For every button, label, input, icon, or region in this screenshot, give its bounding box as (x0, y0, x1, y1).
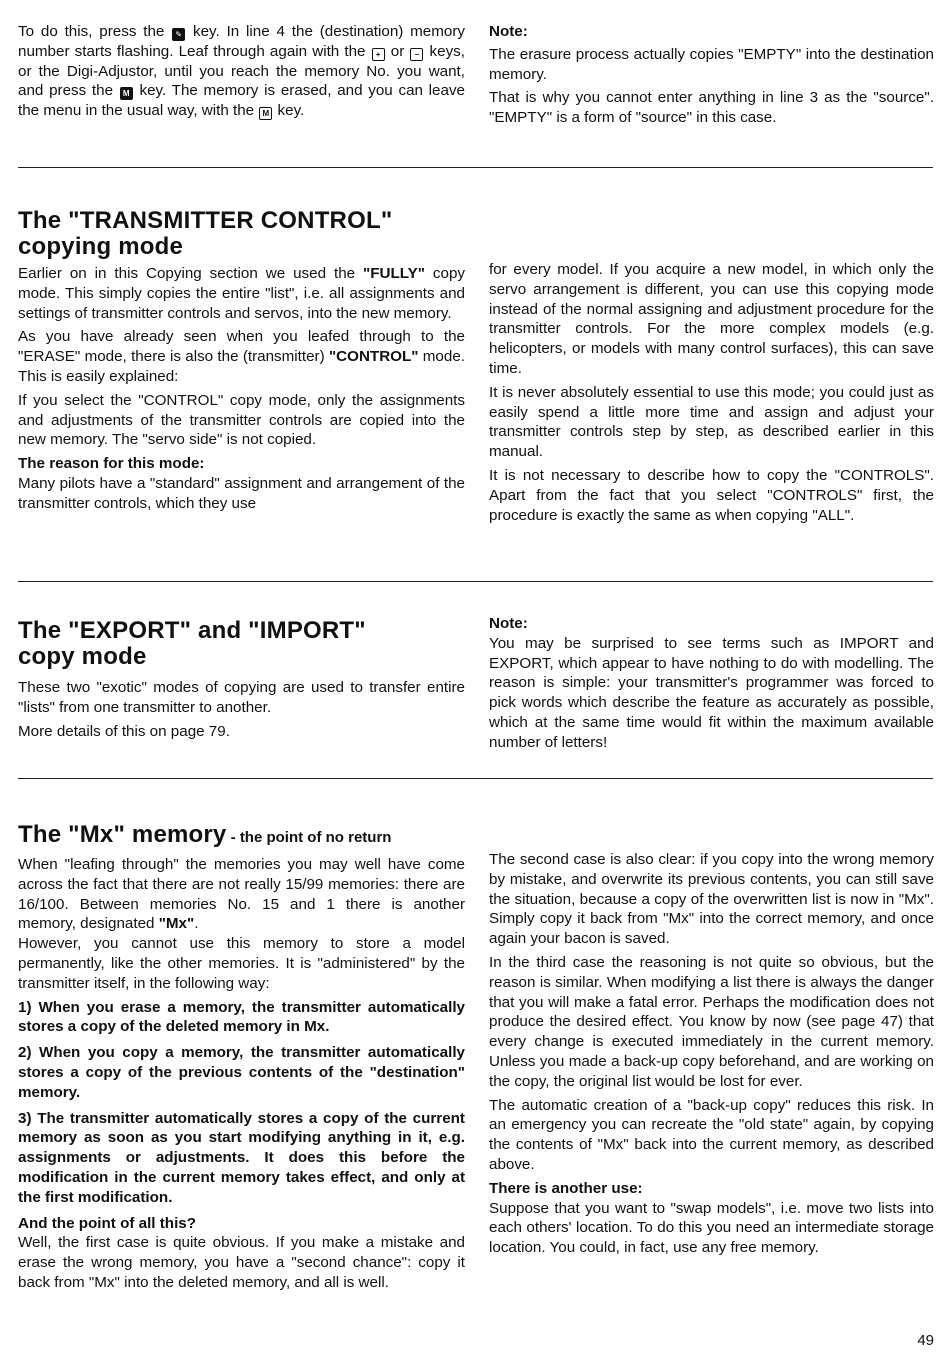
section-divider (18, 778, 933, 779)
paragraph: These two "exotic" modes of copying are used to transfer entire "lists" from one transmitter to another. (18, 679, 465, 716)
paragraph: Suppose that you want to "swap models", i.e. move two lists into each others' location. To do this you need an intermediate storage location. You could, in fact, use any free memory. (489, 1199, 934, 1257)
bold-list-item: 1) When you erase a memory, the transmitter automatically stores a copy of the deleted memory in Mx. (18, 998, 465, 1036)
paragraph: It is not necessary to describe how to copy the "CONTROLS". Apart from the fact that you select "CONTROLS" first, the procedure is exactly the same as when copying "ALL". (489, 466, 934, 524)
text-run: key. In line 4 the (destination) memory number starts flashing. Leaf through again with the (18, 23, 465, 60)
paragraph: It is never absolutely essential to use this mode; you could just as easily spend a little more time and assign and adjust your transmitter controls step by step, as described earlier in this manual. (489, 383, 934, 461)
section-mx-right (489, 850, 934, 1262)
title-line: The "TRANSMITTER CONTROL" (18, 207, 393, 234)
text-run-bold: "CONTROL" (328, 348, 419, 366)
m-key-icon: M (259, 107, 272, 120)
minus-key-icon: − (410, 48, 423, 61)
section-export-left (18, 618, 465, 745)
text-run: or (385, 42, 410, 60)
paragraph: The automatic creation of a "back-up copy" reduces this risk. In an emergency you can recreate the "old state" again, by copying the contents of "Mx" back into the current memory, as described above. (489, 1096, 934, 1173)
paragraph: However, you cannot use this memory to store a model permanently, like the other memories. It is "administered" by the transmitter itself, in the following way: (18, 935, 465, 992)
text-run-bold: "Mx" (158, 915, 195, 933)
section-title (18, 822, 465, 851)
note-heading: Note: (489, 615, 528, 632)
text-run: Earlier on in this Copying section we used the (18, 265, 364, 282)
bold-list-item: 2) When you copy a memory, the transmitter automatically stores a copy of the previous contents of the "destination" memory. (18, 1044, 465, 1101)
plus-key-icon: + (372, 48, 385, 61)
title-sub: - the point of no return (226, 829, 392, 846)
section-control-left (18, 208, 465, 518)
text-run-bold: "FULLY" (363, 265, 425, 282)
paragraph: for every model. If you acquire a new model, in which only the servo arrangement is different, you can use this copying mode instead of the normal assigning and adjustment procedure for the transmitter controls. For the more complex models (e.g. helicopters, or models with many control surfaces), this can save time. (489, 261, 934, 377)
paragraph: If you select the "CONTROL" copy mode, only the assignments and adjustments of the transmitter controls are copied into the new memory. The "servo side" is not copied. (18, 391, 465, 449)
note-paragraph: The erasure process actually copies "EMPTY" into the destination memory. (489, 45, 934, 83)
section-control-right (489, 260, 934, 529)
m-key-icon: M (120, 87, 133, 100)
intro-text (18, 22, 465, 125)
text-run: . (194, 915, 199, 933)
title-line: The "EXPORT" and "IMPORT" (18, 617, 366, 644)
intro-paragraph (18, 22, 465, 121)
section-title (18, 618, 465, 670)
text-run: As you have already seen when you leafed through to the "ERASE" mode, there is also the (transmitter) (18, 328, 465, 366)
text-run: copy mode. This simply copies the entire "list", i.e. all assignments and settings of transmitter controls and servos, into the new memory. (18, 265, 465, 322)
text-run: key. (273, 102, 305, 120)
subheading: And the point of all this? (18, 1214, 197, 1232)
edit-key-icon: ✎ (172, 28, 185, 41)
title-line: copying mode (18, 233, 184, 260)
section-title (18, 208, 465, 260)
title-line: copy mode (18, 643, 147, 670)
subheading: There is another use: (489, 1179, 643, 1197)
title-main: The "Mx" memory (18, 821, 227, 848)
paragraph (18, 855, 465, 934)
note-paragraph: That is why you cannot enter anything in line 3 as the "source". "EMPTY" is a form of "source" in this case. (489, 89, 934, 127)
subheading: The reason for this mode: (18, 455, 205, 473)
paragraph (18, 264, 465, 323)
section-mx-left (18, 822, 465, 1297)
text-run: To do this, press the (18, 23, 172, 40)
section-divider (18, 167, 933, 168)
text-run: keys, or the Digi-Adjustor, until you reach the memory No. you want, and press the (18, 42, 465, 100)
paragraph: Well, the first case is quite obvious. If you make a mistake and erase the wrong memory, you have a "second chance": copy it back from "Mx" into the deleted memory, and all is well. (18, 1234, 465, 1291)
text-run: key. The memory is erased, and you can leave the menu in the usual way, with the (18, 82, 465, 120)
page-number: 49 (917, 1332, 934, 1349)
section-export-note (489, 614, 934, 757)
paragraph: In the third case the reasoning is not quite so obvious, but the reason is similar. When modifying a list there is always the danger that you will make a fatal error. Perhaps the modification does not produce the desired effect. You know by now (see page 47) that every change is executed immediately in the current memory. Unless you made a back-up copy beforehand, and are working on the copy, the original list would be lost for ever. (489, 953, 934, 1090)
paragraph: More details of this on page 79. (18, 722, 230, 740)
note-paragraph: You may be surprised to see terms such as IMPORT and EXPORT, which appear to have nothing to do with modelling. The reason is simple: your transmitter's programmer was forced to pick words which describe the feature as accurately as possible, which at the same time would fit within the maximum available number of letters! (489, 634, 934, 751)
note-heading: Note: (489, 23, 528, 40)
paragraph (18, 327, 465, 386)
section-divider (18, 581, 933, 582)
paragraph: Many pilots have a "standard" assignment and arrangement of the transmitter controls, which they use (18, 474, 465, 512)
bold-list-item: 3) The transmitter automatically stores a copy of the current memory as soon as you start modifying anything in it, e.g. assignments or adjustments. It does this before the modification in the current memory takes effect, and only at the first modification. (18, 1109, 465, 1206)
text-run: mode. This is easily explained: (18, 348, 465, 385)
text-run: When "leafing through" the memories you may well have come across the fact that there are not really 15/99 memories: there are 16/100. Between memories No. 15 and 1 there is another memory, designated (18, 856, 465, 933)
intro-note (489, 22, 934, 132)
paragraph: The second case is also clear: if you copy into the wrong memory by mistake, and overwrite its previous contents, you can still save the situation, because a copy of the overwritten list is now in "Mx". Simply copy it back from "Mx" into the correct memory, and once again your bacon is saved. (489, 851, 934, 948)
